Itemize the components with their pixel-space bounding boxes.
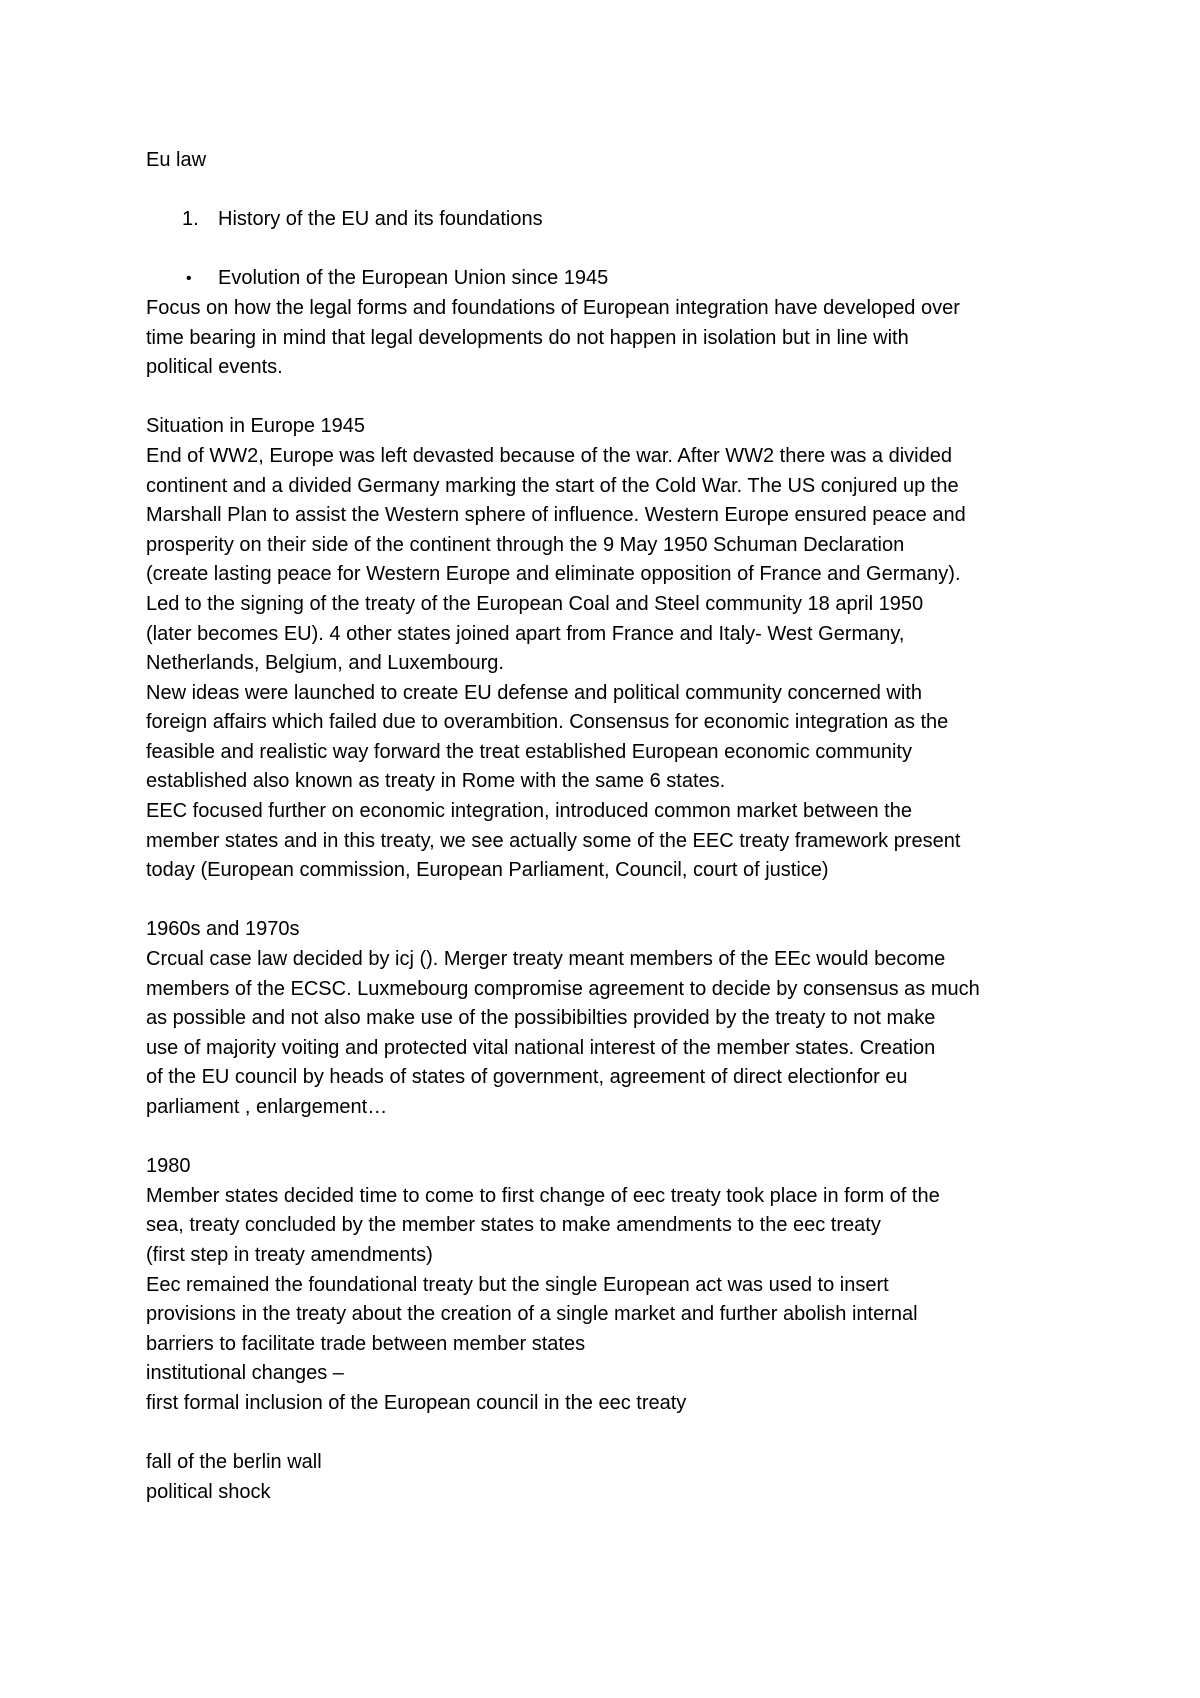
paragraph-line: parliament , enlargement…	[146, 1096, 388, 1118]
bullet-item-text: Evolution of the European Union since 1945	[218, 267, 609, 290]
paragraph-line: Crcual case law decided by icj (). Merger treaty meant members of the EEc would become	[146, 948, 946, 971]
paragraph-line: (create lasting peace for Western Europe and eliminate opposition of France and Germany).	[146, 563, 961, 586]
bullet-list-item	[146, 264, 1076, 294]
paragraph-line: Led to the signing of the treaty of the European Coal and Steel community 18 april 1950	[146, 592, 924, 615]
blank-line	[146, 1123, 1076, 1153]
blank-line	[146, 383, 1076, 413]
document-title: Eu law	[146, 149, 207, 171]
paragraph-line: prosperity on their side of the continent through the 9 May 1950 Schuman Declaration	[146, 533, 905, 556]
paragraph-line: fall of the berlin wall	[146, 1451, 322, 1474]
list-number: 1.	[182, 208, 199, 231]
paragraph-line: End of WW2, Europe was left devasted because of the war. After WW2 there was a divided	[146, 444, 952, 467]
bullet-icon: •	[186, 270, 192, 288]
section-heading: Situation in Europe 1945	[146, 415, 366, 438]
paragraph-line: feasible and realistic way forward the treat established European economic community	[146, 740, 912, 763]
section-heading: 1960s and 1970s	[146, 918, 300, 941]
paragraph-line: today (European commission, European Parliament, Council, court of justice)	[146, 859, 829, 882]
paragraph-line: time bearing in mind that legal developments do not happen in isolation but in line with	[146, 326, 909, 349]
paragraph-line: barriers to facilitate trade between member states	[146, 1332, 586, 1355]
numbered-list-item	[146, 205, 1076, 235]
paragraph-line: (first step in treaty amendments)	[146, 1243, 433, 1266]
paragraph-line: member states and in this treaty, we see actually some of the EEC treaty framework present	[146, 829, 961, 852]
section-heading: 1980	[146, 1155, 191, 1178]
paragraph-line: Eec remained the foundational treaty but the single European act was used to insert	[146, 1273, 889, 1296]
paragraph-line: as possible and not also make use of the possibibilties provided by the treaty to not make	[146, 1007, 936, 1030]
paragraph-line: political events.	[146, 356, 283, 379]
paragraph-line: continent and a divided Germany marking the start of the Cold War. The US conjured up the	[146, 474, 959, 497]
document-body	[146, 146, 1076, 1507]
blank-line	[146, 1419, 1076, 1449]
blank-line	[146, 886, 1076, 916]
paragraph-line: Focus on how the legal forms and foundations of European integration have developed over	[146, 296, 960, 319]
paragraph-line: use of majority voiting and protected vital national interest of the member states. Creation	[146, 1036, 936, 1059]
paragraph-line: provisions in the treaty about the creation of a single market and further abolish internal	[146, 1303, 918, 1326]
paragraph-line: political shock	[146, 1480, 271, 1503]
section-1980	[146, 1152, 1076, 1418]
paragraph-line: established also known as treaty in Rome with the same 6 states.	[146, 770, 726, 793]
paragraph-line: members of the ECSC. Luxmebourg compromise agreement to decide by consensus as much	[146, 977, 980, 1000]
blank-line	[146, 235, 1076, 265]
paragraph-line: Member states decided time to come to first change of eec treaty took place in form of the	[146, 1184, 940, 1207]
closing-notes	[146, 1448, 1076, 1507]
section-1960s-1970s	[146, 915, 1076, 1122]
section-1945	[146, 412, 1076, 886]
paragraph-line: EEC focused further on economic integration, introduced common market between the	[146, 800, 912, 823]
paragraph-line: first formal inclusion of the European council in the eec treaty	[146, 1391, 687, 1414]
numbered-item-text: History of the EU and its foundations	[218, 208, 543, 231]
paragraph-line: foreign affairs which failed due to overambition. Consensus for economic integration as the	[146, 711, 949, 734]
intro-paragraph	[146, 294, 1076, 383]
paragraph-line: of the EU council by heads of states of government, agreement of direct electionfor eu	[146, 1066, 908, 1089]
paragraph-line: Netherlands, Belgium, and Luxembourg.	[146, 652, 504, 675]
paragraph-line: Marshall Plan to assist the Western sphere of influence. Western Europe ensured peace and	[146, 504, 966, 527]
paragraph-line: New ideas were launched to create EU defense and political community concerned with	[146, 681, 922, 704]
paragraph-line: (later becomes EU). 4 other states joined apart from France and Italy- West Germany,	[146, 622, 905, 645]
paragraph-line: institutional changes –	[146, 1362, 344, 1385]
blank-line	[146, 176, 1076, 206]
paragraph-line: sea, treaty concluded by the member states to make amendments to the eec treaty	[146, 1214, 881, 1237]
